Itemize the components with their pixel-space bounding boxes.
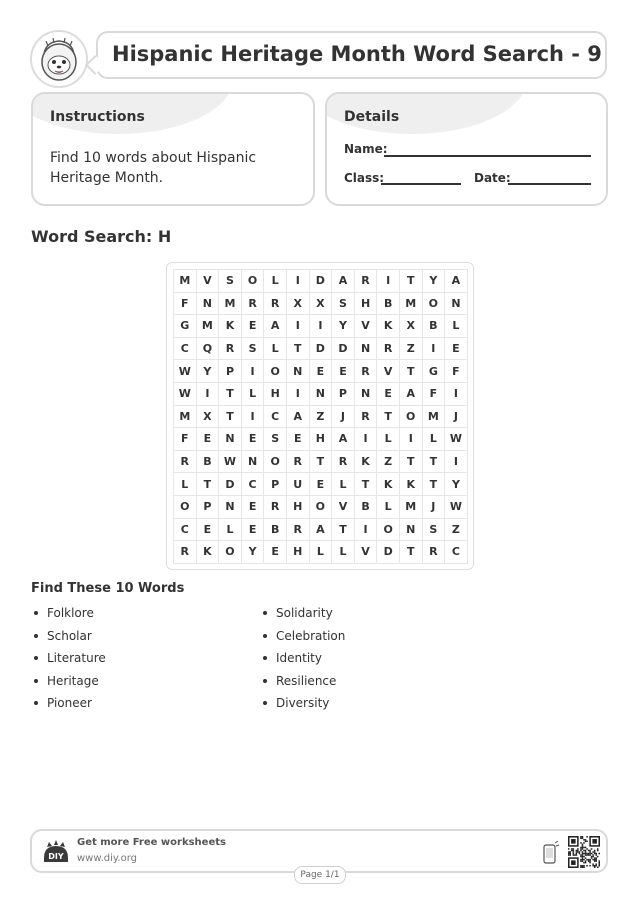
name-label: Name: — [344, 142, 388, 156]
grid-cell[interactable]: F — [174, 293, 197, 316]
grid-cell[interactable]: E — [310, 360, 333, 383]
grid-cell[interactable]: O — [423, 293, 446, 316]
grid-cell[interactable]: J — [332, 406, 355, 429]
grid-cell[interactable]: O — [242, 270, 265, 293]
word-list-item: Diversity — [260, 695, 345, 718]
grid-cell[interactable]: X — [287, 293, 310, 316]
grid-cell[interactable]: N — [400, 519, 423, 542]
class-field[interactable] — [381, 183, 461, 185]
grid-cell[interactable]: G — [174, 315, 197, 338]
grid-cell[interactable]: P — [332, 383, 355, 406]
grid-cell[interactable]: T — [377, 406, 400, 429]
word-list-item: Literature — [31, 650, 106, 673]
grid-cell[interactable]: G — [423, 360, 446, 383]
grid-cell[interactable]: O — [400, 406, 423, 429]
grid-cell[interactable]: M — [174, 270, 197, 293]
grid-cell[interactable]: O — [174, 496, 197, 519]
grid-cell[interactable]: R — [355, 406, 378, 429]
grid-cell[interactable]: S — [242, 338, 265, 361]
grid-cell[interactable]: N — [219, 496, 242, 519]
phone-icon — [542, 841, 560, 865]
grid-cell[interactable]: L — [423, 428, 446, 451]
grid-cell[interactable]: O — [310, 496, 333, 519]
grid-cell[interactable]: K — [197, 541, 220, 564]
grid-cell[interactable]: W — [174, 383, 197, 406]
grid-cell[interactable]: R — [264, 293, 287, 316]
word-list-item: Solidarity — [260, 605, 345, 628]
qr-code-icon — [568, 836, 600, 868]
grid-cell[interactable]: I — [445, 451, 468, 474]
grid-cell[interactable]: V — [355, 315, 378, 338]
grid-cell[interactable]: Z — [310, 406, 333, 429]
grid-cell[interactable]: B — [355, 496, 378, 519]
grid-cell[interactable]: M — [197, 315, 220, 338]
grid-cell[interactable]: T — [400, 541, 423, 564]
grid-cell[interactable]: A — [310, 519, 333, 542]
grid-cell[interactable]: E — [197, 428, 220, 451]
grid-cell[interactable]: F — [174, 428, 197, 451]
grid-cell[interactable]: T — [219, 383, 242, 406]
grid-cell[interactable]: T — [219, 406, 242, 429]
grid-cell[interactable]: W — [445, 496, 468, 519]
grid-cell[interactable]: N — [355, 383, 378, 406]
grid-cell[interactable]: C — [264, 406, 287, 429]
name-field[interactable] — [384, 155, 591, 157]
grid-cell[interactable]: W — [174, 360, 197, 383]
grid-cell[interactable]: S — [423, 519, 446, 542]
diy-logo-icon — [41, 838, 71, 868]
grid-cell[interactable]: X — [310, 293, 333, 316]
grid-cell[interactable]: L — [310, 541, 333, 564]
grid-cell[interactable]: Y — [242, 541, 265, 564]
grid-cell[interactable]: K — [377, 315, 400, 338]
grid-cell[interactable]: N — [242, 451, 265, 474]
grid-cell[interactable]: T — [400, 270, 423, 293]
grid-cell[interactable]: Z — [445, 519, 468, 542]
grid-cell[interactable]: A — [400, 383, 423, 406]
grid-cell[interactable]: V — [332, 496, 355, 519]
grid-cell[interactable]: M — [219, 293, 242, 316]
grid-cell[interactable]: Y — [197, 360, 220, 383]
grid-cell[interactable]: R — [174, 451, 197, 474]
grid-cell[interactable]: J — [423, 496, 446, 519]
mascot-avatar — [30, 30, 88, 88]
grid-cell[interactable]: M — [423, 406, 446, 429]
grid-cell[interactable]: O — [264, 360, 287, 383]
grid-cell[interactable]: D — [310, 270, 333, 293]
word-list-item: Resilience — [260, 673, 345, 696]
grid-cell[interactable]: O — [377, 519, 400, 542]
grid-cell[interactable]: L — [377, 496, 400, 519]
grid-cell[interactable]: T — [423, 473, 446, 496]
word-list-item: Celebration — [260, 628, 345, 651]
grid-cell[interactable]: P — [219, 360, 242, 383]
grid-cell[interactable]: T — [287, 338, 310, 361]
grid-cell[interactable]: N — [197, 293, 220, 316]
grid-cell[interactable]: I — [355, 519, 378, 542]
grid-cell[interactable]: I — [445, 383, 468, 406]
grid-cell[interactable]: B — [377, 293, 400, 316]
grid-cell[interactable]: H — [287, 496, 310, 519]
grid-cell[interactable]: Y — [332, 315, 355, 338]
grid-cell[interactable]: I — [242, 406, 265, 429]
grid-cell[interactable]: A — [264, 315, 287, 338]
grid-cell[interactable]: V — [355, 541, 378, 564]
grid-cell[interactable]: R — [219, 338, 242, 361]
word-search-heading: Word Search: H — [31, 227, 172, 246]
grid-cell[interactable]: F — [423, 383, 446, 406]
grid-cell[interactable]: N — [310, 383, 333, 406]
grid-cell[interactable]: I — [242, 360, 265, 383]
sloth-mascot-icon — [32, 32, 86, 86]
grid-cell[interactable]: N — [287, 360, 310, 383]
word-search-frame — [166, 262, 474, 570]
grid-cell[interactable]: T — [355, 473, 378, 496]
grid-cell[interactable]: M — [400, 496, 423, 519]
grid-cell[interactable]: A — [332, 428, 355, 451]
grid-cell[interactable]: E — [242, 496, 265, 519]
grid-cell[interactable]: I — [355, 428, 378, 451]
grid-cell[interactable]: V — [377, 360, 400, 383]
grid-cell[interactable]: Z — [400, 338, 423, 361]
grid-cell[interactable]: H — [264, 383, 287, 406]
grid-cell[interactable]: Y — [423, 270, 446, 293]
grid-cell[interactable]: R — [287, 519, 310, 542]
grid-cell[interactable]: B — [264, 519, 287, 542]
grid-cell[interactable]: I — [287, 315, 310, 338]
grid-cell[interactable]: R — [377, 338, 400, 361]
grid-cell[interactable]: M — [174, 406, 197, 429]
grid-cell[interactable]: D — [377, 541, 400, 564]
grid-cell[interactable]: E — [287, 428, 310, 451]
grid-cell[interactable]: N — [355, 338, 378, 361]
grid-cell[interactable]: N — [219, 428, 242, 451]
diy-logo-text: DIY — [48, 852, 64, 861]
grid-cell[interactable]: R — [355, 270, 378, 293]
grid-cell[interactable]: L — [174, 473, 197, 496]
grid-cell[interactable]: P — [264, 473, 287, 496]
grid-cell[interactable]: L — [264, 270, 287, 293]
grid-cell[interactable]: W — [219, 451, 242, 474]
grid-cell[interactable]: T — [310, 451, 333, 474]
grid-cell[interactable]: L — [219, 519, 242, 542]
grid-cell[interactable]: E — [197, 519, 220, 542]
grid-cell[interactable]: H — [310, 428, 333, 451]
grid-cell[interactable]: K — [219, 315, 242, 338]
grid-cell[interactable]: L — [332, 473, 355, 496]
grid-cell[interactable]: E — [310, 473, 333, 496]
date-label: Date: — [474, 171, 511, 185]
grid-cell[interactable]: R — [332, 451, 355, 474]
grid-cell[interactable]: I — [310, 315, 333, 338]
grid-cell[interactable]: E — [242, 428, 265, 451]
grid-cell[interactable]: S — [219, 270, 242, 293]
grid-cell[interactable]: D — [332, 338, 355, 361]
grid-cell[interactable]: U — [287, 473, 310, 496]
word-search-grid — [173, 269, 468, 564]
grid-cell[interactable]: E — [377, 383, 400, 406]
page-indicator: Page 1/1 — [294, 866, 346, 884]
word-list-left — [31, 605, 106, 718]
grid-cell[interactable]: T — [197, 473, 220, 496]
grid-cell[interactable]: X — [197, 406, 220, 429]
grid-cell[interactable]: L — [332, 541, 355, 564]
grid-cell[interactable]: F — [445, 360, 468, 383]
instructions-text: Find 10 words about Hispanic Heritage Month. — [50, 150, 257, 186]
grid-cell[interactable]: R — [355, 360, 378, 383]
grid-cell[interactable]: P — [197, 496, 220, 519]
grid-cell[interactable]: X — [400, 315, 423, 338]
grid-cell[interactable]: Z — [377, 451, 400, 474]
grid-cell[interactable]: O — [219, 541, 242, 564]
grid-cell[interactable]: A — [445, 270, 468, 293]
grid-cell[interactable]: C — [242, 473, 265, 496]
grid-cell[interactable]: R — [174, 541, 197, 564]
grid-cell[interactable]: I — [400, 428, 423, 451]
grid-cell[interactable]: A — [332, 270, 355, 293]
grid-cell[interactable]: T — [423, 451, 446, 474]
grid-cell[interactable]: T — [332, 519, 355, 542]
grid-cell[interactable]: S — [264, 428, 287, 451]
grid-cell[interactable]: B — [197, 451, 220, 474]
grid-cell[interactable]: T — [400, 451, 423, 474]
date-field[interactable] — [508, 183, 591, 185]
word-list-item: Pioneer — [31, 695, 106, 718]
find-words-heading: Find These 10 Words — [31, 581, 185, 596]
grid-cell[interactable]: L — [445, 315, 468, 338]
grid-cell[interactable]: H — [287, 541, 310, 564]
word-list-item: Heritage — [31, 673, 106, 696]
grid-cell[interactable]: R — [287, 451, 310, 474]
grid-cell[interactable]: W — [445, 428, 468, 451]
footer-promo-text: Get more Free worksheets — [77, 837, 226, 848]
grid-cell[interactable]: I — [287, 383, 310, 406]
grid-cell[interactable]: L — [264, 338, 287, 361]
grid-cell[interactable]: C — [174, 338, 197, 361]
grid-cell[interactable]: Y — [445, 473, 468, 496]
footer-url-link[interactable]: www.diy.org — [77, 853, 137, 864]
grid-cell[interactable]: I — [287, 270, 310, 293]
grid-cell[interactable]: K — [377, 473, 400, 496]
grid-cell[interactable]: Q — [197, 338, 220, 361]
grid-cell[interactable]: T — [400, 360, 423, 383]
word-list-item: Folklore — [31, 605, 106, 628]
grid-cell[interactable]: R — [264, 496, 287, 519]
details-card — [325, 92, 608, 206]
word-list-item: Identity — [260, 650, 345, 673]
grid-cell[interactable]: N — [445, 293, 468, 316]
grid-cell[interactable]: M — [400, 293, 423, 316]
grid-cell[interactable]: L — [242, 383, 265, 406]
grid-cell[interactable]: R — [242, 293, 265, 316]
grid-cell[interactable]: K — [400, 473, 423, 496]
grid-cell[interactable]: C — [445, 541, 468, 564]
grid-cell[interactable]: A — [287, 406, 310, 429]
word-list-item: Scholar — [31, 628, 106, 651]
grid-cell[interactable]: E — [332, 360, 355, 383]
grid-cell[interactable]: S — [332, 293, 355, 316]
grid-cell[interactable]: D — [310, 338, 333, 361]
grid-cell[interactable]: D — [219, 473, 242, 496]
grid-cell[interactable]: R — [423, 541, 446, 564]
grid-cell[interactable]: E — [264, 541, 287, 564]
grid-cell[interactable]: E — [242, 519, 265, 542]
grid-cell[interactable]: I — [423, 338, 446, 361]
grid-cell[interactable]: E — [242, 315, 265, 338]
grid-cell[interactable]: I — [197, 383, 220, 406]
instructions-card — [31, 92, 315, 206]
page-title: Hispanic Heritage Month Word Search - 9 — [112, 42, 602, 66]
details-heading: Details — [344, 109, 400, 125]
grid-cell[interactable]: B — [423, 315, 446, 338]
class-label: Class: — [344, 171, 385, 185]
grid-cell[interactable]: V — [197, 270, 220, 293]
instructions-heading: Instructions — [50, 109, 145, 125]
word-list-right — [260, 605, 345, 718]
grid-cell[interactable]: H — [355, 293, 378, 316]
grid-cell[interactable]: O — [264, 451, 287, 474]
grid-cell[interactable]: E — [445, 338, 468, 361]
grid-cell[interactable]: C — [174, 519, 197, 542]
grid-cell[interactable]: I — [377, 270, 400, 293]
grid-cell[interactable]: J — [445, 406, 468, 429]
grid-cell[interactable]: K — [355, 451, 378, 474]
grid-cell[interactable]: L — [377, 428, 400, 451]
